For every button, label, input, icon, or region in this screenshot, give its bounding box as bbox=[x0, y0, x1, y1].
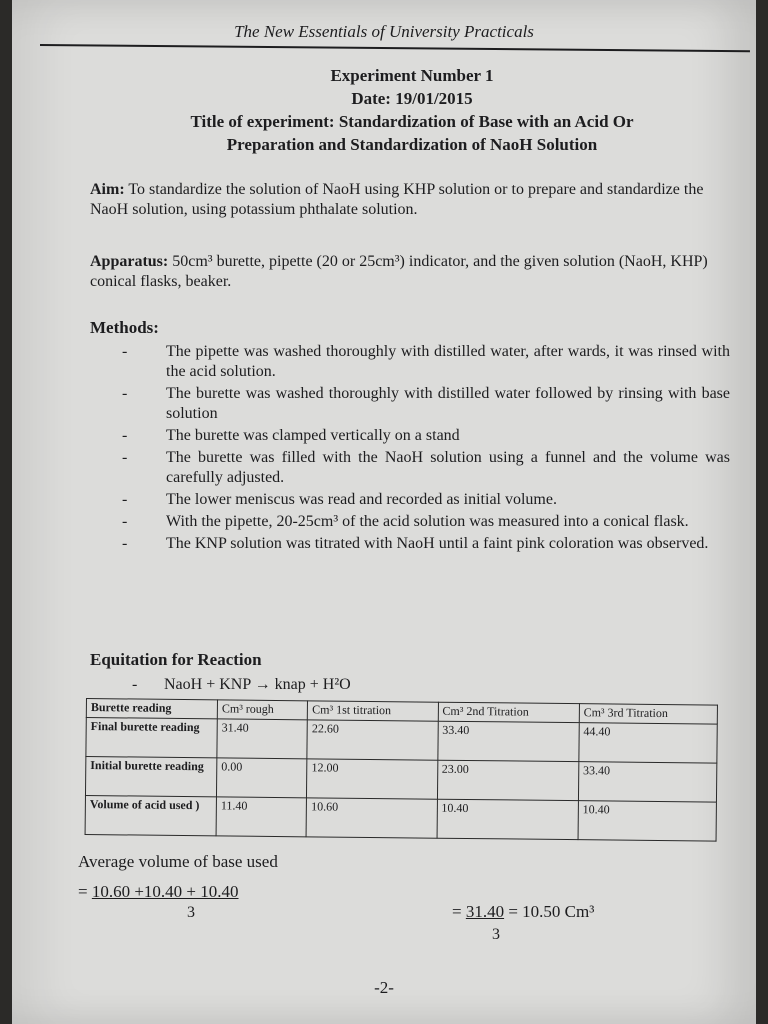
titration-table bbox=[85, 698, 718, 842]
apparatus-text: 50cm³ burette, pipette (20 or 25cm³) indicator, and the given solution (NaoH, KHP) conical flasks, beaker. bbox=[90, 253, 708, 290]
experiment-title-line2: Preparation and Standardization of NaoH Solution bbox=[226, 135, 598, 154]
row-label: Volume of acid used ) bbox=[85, 795, 216, 835]
table-cell: 23.00 bbox=[437, 760, 579, 800]
table-cell: 10.40 bbox=[578, 801, 717, 841]
table-header-cell: Cm³ 3rd Titration bbox=[579, 704, 717, 724]
average-numerator bbox=[78, 882, 239, 902]
table-header-cell: Cm³ 2nd Titration bbox=[438, 702, 579, 722]
header-rule bbox=[40, 44, 750, 52]
table-row bbox=[86, 718, 717, 764]
methods-list bbox=[122, 342, 730, 556]
reaction-equation-line bbox=[132, 676, 351, 694]
row-label: Initial burette reading bbox=[85, 757, 216, 797]
equation-bullet: - bbox=[132, 676, 138, 693]
table-cell: 33.40 bbox=[437, 721, 579, 761]
experiment-date: Date: 19/01/2015 bbox=[351, 89, 473, 108]
method-step: - The pipette was washed thoroughly with distilled water, after wards, it was rinsed with the acid solution. bbox=[122, 342, 730, 382]
table-cell: 11.40 bbox=[216, 797, 307, 837]
table-cell: 10.60 bbox=[306, 798, 437, 838]
table-header-cell: Burette reading bbox=[86, 699, 217, 719]
average-label: Average volume of base used bbox=[78, 852, 278, 871]
equation-heading: Equitation for Reaction bbox=[90, 650, 262, 669]
table-row bbox=[85, 795, 716, 841]
experiment-title-line1: Title of experiment: Standardization of Base with an Acid Or bbox=[190, 112, 634, 131]
apparatus-paragraph bbox=[90, 252, 730, 292]
method-step: - The burette was washed thoroughly with distilled water followed by rinsing with base solution bbox=[122, 384, 730, 424]
document-page bbox=[12, 0, 756, 1024]
average-equals: = bbox=[78, 882, 88, 901]
table-cell: 33.40 bbox=[578, 762, 717, 802]
method-step: - The burette was filled with the NaoH solution using a funnel and the volume was carefully adjusted. bbox=[122, 448, 730, 488]
aim-text: To standardize the solution of NaoH using KHP solution or to prepare and standardize the NaoH solution, using potassium phthalate solution. bbox=[90, 181, 704, 218]
table-cell: 22.60 bbox=[307, 720, 438, 760]
table-cell: 10.40 bbox=[437, 799, 579, 839]
result-numerator: 31.40 bbox=[465, 902, 505, 921]
average-denominator: 3 bbox=[187, 904, 195, 921]
method-step: - The lower meniscus was read and recorded as initial volume. bbox=[122, 490, 730, 510]
title-block bbox=[102, 64, 722, 156]
table-header-cell: Cm³ rough bbox=[217, 700, 307, 720]
table-cell: 12.00 bbox=[307, 759, 438, 799]
result-equation bbox=[452, 902, 594, 922]
table-cell: 0.00 bbox=[216, 758, 307, 798]
methods-heading: Methods: bbox=[90, 318, 159, 337]
result-value: = 10.50 Cm³ bbox=[508, 902, 595, 921]
running-header: The New Essentials of University Practicals bbox=[234, 22, 534, 41]
row-label: Final burette reading bbox=[86, 718, 217, 758]
experiment-number: Experiment Number 1 bbox=[330, 66, 494, 85]
result-denominator: 3 bbox=[492, 926, 500, 943]
method-step: - The KNP solution was titrated with NaoH until a faint pink coloration was observed. bbox=[122, 534, 730, 554]
table-cell: 31.40 bbox=[217, 719, 308, 759]
reaction-equation: NaoH + KNP → knap + H²O bbox=[164, 676, 351, 693]
aim-label: Aim: bbox=[90, 181, 125, 198]
table-header-cell: Cm³ 1st titration bbox=[308, 701, 438, 721]
result-equals: = bbox=[452, 902, 462, 921]
page-number: -2- bbox=[374, 978, 394, 997]
table-row bbox=[85, 757, 716, 803]
method-step: - With the pipette, 20-25cm³ of the acid solution was measured into a conical flask. bbox=[122, 512, 730, 532]
aim-paragraph bbox=[90, 180, 730, 220]
method-step: - The burette was clamped vertically on a stand bbox=[122, 426, 730, 446]
average-sum: 10.60 +10.40 + 10.40 bbox=[91, 882, 239, 901]
apparatus-label: Apparatus: bbox=[90, 253, 169, 270]
table-cell: 44.40 bbox=[579, 723, 718, 763]
